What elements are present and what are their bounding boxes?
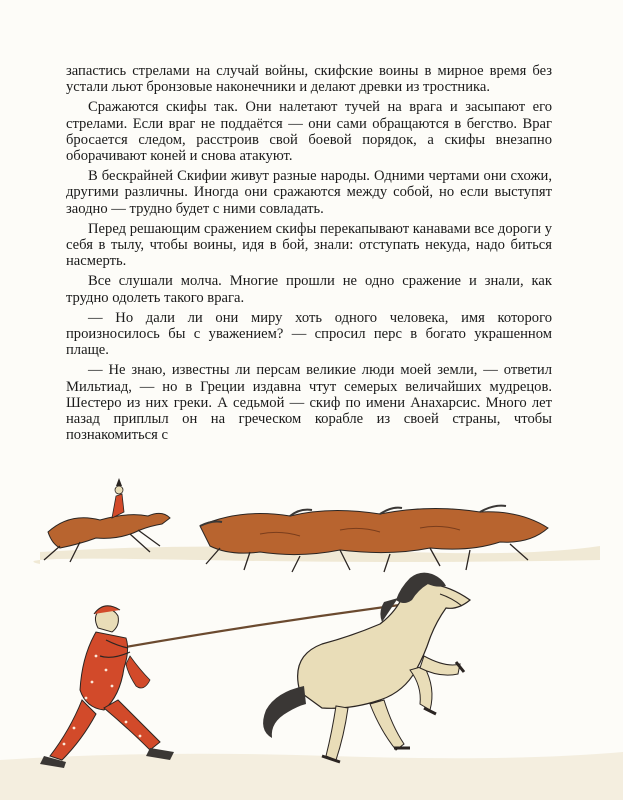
paragraph-4: Перед решающим сражением скифы перекапывают канавами все дороги у себя в тылу, чтобы воины, идя в бой, знали: отступать некуда, надо биться насмерть.: [66, 220, 552, 270]
paragraph-3: В бескрайней Скифии живут разные народы. Одними чертами они схожи, другими различны. Иногда они сражаются между собой, но если выступят заодно — трудно будет с ними совладать.: [66, 168, 552, 217]
paragraph-1: запастись стрелами на случай войны, скифские воины в мирное время без устали льют бронзовые наконечники и делают древки из тростника.: [66, 63, 552, 96]
man-holding-lasso: [40, 606, 174, 768]
paragraph-6: — Но дали ли они миру хоть одного человека, имя которого произносилось бы с уважением? — спросил перс в богато украшенном плаще.: [66, 309, 552, 359]
paragraph-5: Все слушали молча. Многие прошли не одно сражение и знали, как трудно одолеть такого врага.: [66, 273, 552, 306]
rearing-horse: [263, 573, 470, 762]
scythian-illustration: [0, 460, 623, 800]
running-herd: [200, 506, 548, 572]
paragraph-7: — Не знаю, известны ли персам великие люди моей земли, — ответил Мильтиад, — но в Греции издавна чтут семерых величайших мудрецов. Шестеро из них греки. А седьмой — скиф по имени Анахарсис. Много лет назад приплыл он на греческом корабле из своей страны, чтобы познакомиться с: [66, 362, 552, 444]
paragraph-2: Сражаются скифы так. Они налетают тучей на врага и засыпают его стрелами. Если враг не поддаётся — они сами обращаются в бегство. Враг бросается следом, расстроив свой боевой порядок, а скифы внезапно оборачивают коней и снова атакуют.: [66, 99, 552, 165]
body-text: [66, 63, 552, 447]
